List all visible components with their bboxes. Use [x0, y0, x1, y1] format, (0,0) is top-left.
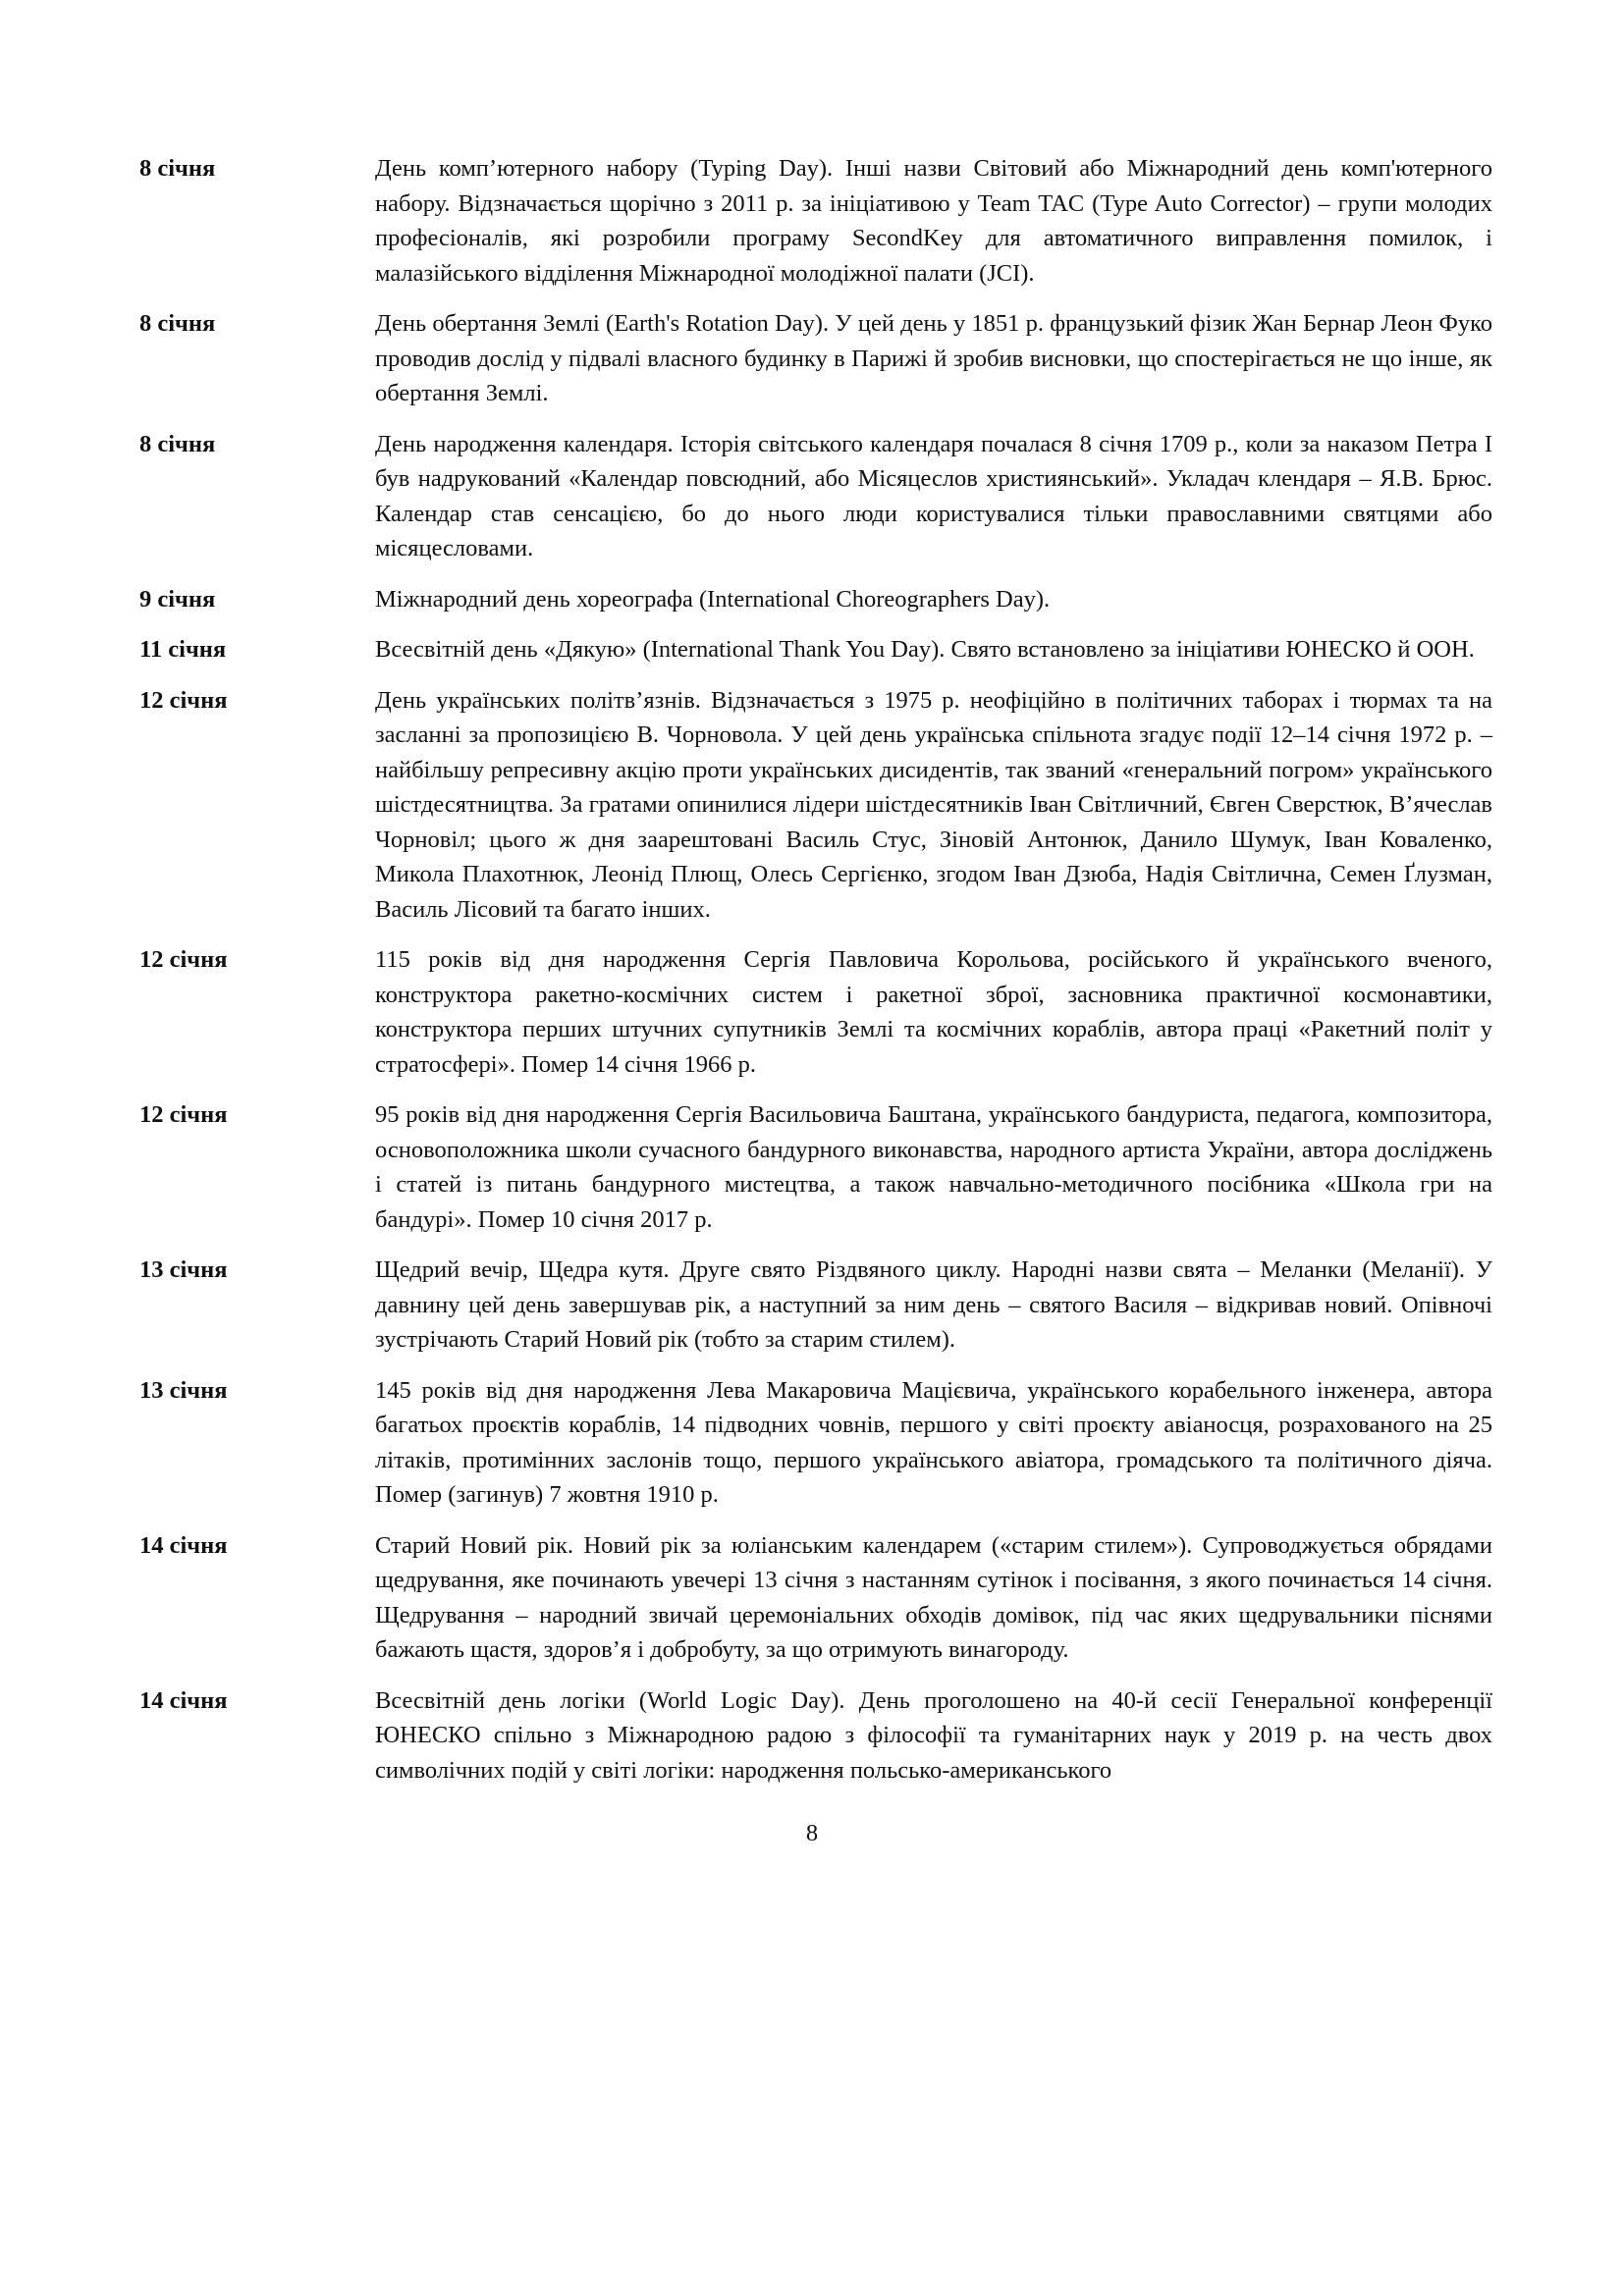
entry-text: День українських політв’язнів. Відзначається з 1975 р. неофіційно в політичних таборах і тюрмах та на засланні за пропозицією В. Чорновола. У цей день українська спільнота згадує події 12–14 січня 1972 р. – найбільшу репресивну акцію проти українських дисидентів, так званий «генеральний погром» українського шістдесятництва. За гратами опинилися лідери шістдесятників Іван Світличний, Євген Сверстюк, В’ячеслав Чорновіл; цього ж дня заарештовані Василь Стус, Зіновій Антонюк, Данило Шумук, Іван Коваленко, Микола Плахотнюк, Леонід Плющ, Олесь Сергієнко, згодом Іван Дзюба, Надія Світлична, Семен Ґлузман, Василь Лісовий та багато інших.	[375, 686, 1492, 923]
calendar-entries	[139, 151, 1492, 1803]
entry-text: Старий Новий рік. Новий рік за юліанським календарем («старим стилем»). Супроводжується обрядами щедрування, яке починають увечері 13 січня з настанням сутінок і посівання, з якого починається 14 січня. Щедрування – народний звичай церемоніальних обходів домівок, під час яких щедрувальники піснями бажають щастя, здоров’я і добробуту, за що отримують винагороду.	[375, 1531, 1492, 1663]
entry-text: День обертання Землі (Earth's Rotation Day). У цей день у 1851 р. французький фізик Жан Бернар Леон Фуко проводив дослід у підвалі власного будинку в Парижі й зробив висновки, що спостерігається не що інше, як обертання Землі.	[375, 310, 1492, 406]
entry-date: 8 січня	[139, 310, 216, 337]
entry-date: 12 січня	[139, 1101, 228, 1128]
calendar-entry	[139, 427, 1492, 566]
calendar-entry	[139, 582, 1492, 617]
entry-date: 13 січня	[139, 1256, 228, 1283]
entry-date: 9 січня	[139, 585, 216, 613]
entry-text: Щедрий вечір, Щедра кутя. Друге свято Різдвяного циклу. Народні назви свята – Меланки (Меланії). У давнину цей день завершував рік, а наступний за ним день – святого Василя – відкривав новий. Опівночі зустрічають Старий Новий рік (тобто за старим стилем).	[375, 1256, 1492, 1353]
calendar-entry	[139, 632, 1492, 667]
calendar-entry	[139, 151, 1492, 291]
entry-text: 95 років від дня народження Сергія Васильовича Баштана, українського бандуриста, педагога, композитора, основоположника школи сучасного бандурного виконавства, народного артиста України, автора досліджень і статей із питань бандурного мистецтва, а також навчально-методичного посібника «Школа гри на бандурі». Помер 10 січня 2017 р.	[375, 1101, 1492, 1233]
entry-date: 12 січня	[139, 946, 228, 973]
page-number: 8	[805, 1820, 819, 1846]
entry-date: 8 січня	[139, 430, 216, 457]
entry-date: 8 січня	[139, 155, 216, 182]
entry-text: День народження календаря. Історія світського календаря почалася 8 січня 1709 р., коли за наказом Петра І був надрукований «Календар повсюдний, або Місяцеслов християнський». Укладач клендаря – Я.В. Брюс. Календар став сенсацією, бо до нього люди користувалися тільки православними святцями або місяцесловами.	[375, 430, 1492, 561]
calendar-entry	[139, 306, 1492, 411]
calendar-entry	[139, 683, 1492, 928]
entry-text: Міжнародний день хореографа (International Choreographers Day).	[375, 585, 1051, 613]
entry-text: Всесвітній день логіки (World Logic Day). День проголошено на 40-й сесії Генеральної конференції ЮНЕСКО спільно з Міжнародною радою з філософії та гуманітарних наук у 2019 р. на честь двох символічних подій у світі логіки: народження польсько-американського	[375, 1686, 1492, 1784]
entry-date: 14 січня	[139, 1686, 228, 1714]
entry-date: 14 січня	[139, 1531, 228, 1559]
entry-text: 145 років від дня народження Лева Макаровича Мацієвича, українського корабельного інженера, автора багатьох проєктів кораблів, 14 підводних човнів, першого у світі проєкту авіаносця, розрахованого на 25 літаків, протимінних заслонів тощо, першого українського авіатора, громадського та політичного діяча. Помер (загинув) 7 жовтня 1910 р.	[375, 1376, 1492, 1508]
entry-text: День комп’ютерного набору (Typing Day). Інші назви Світовий або Міжнародний день комп'ютерного набору. Відзначається щорічно з 2011 р. за ініціативою у Team TAC (Type Auto Corrector) – групи молодих професіоналів, які розробили програму SecondKey для автоматичного виправлення помилок, і малазійського відділення Міжнародної молодіжної палати (JCI).	[375, 155, 1492, 287]
entry-text: 115 років від дня народження Сергія Павловича Корольова, російського й українського вченого, конструктора ракетно-космічних систем і ракетної зброї, засновника практичної космонавтики, конструктора перших штучних супутників Землі та космічних кораблів, автора праці «Ракетний політ у стратосфері». Помер 14 січня 1966 р.	[375, 946, 1492, 1078]
calendar-entry	[139, 1528, 1492, 1668]
calendar-entry	[139, 1683, 1492, 1789]
calendar-entry	[139, 1373, 1492, 1513]
calendar-entry	[139, 942, 1492, 1082]
entry-date: 12 січня	[139, 686, 228, 714]
entry-date: 11 січня	[139, 636, 227, 663]
calendar-entry	[139, 1253, 1492, 1358]
entry-date: 13 січня	[139, 1376, 228, 1404]
calendar-entry	[139, 1097, 1492, 1237]
entry-text: Всесвітній день «Дякую» (International Thank You Day). Свято встановлено за ініціативи ЮНЕСКО й ООН.	[375, 636, 1475, 663]
